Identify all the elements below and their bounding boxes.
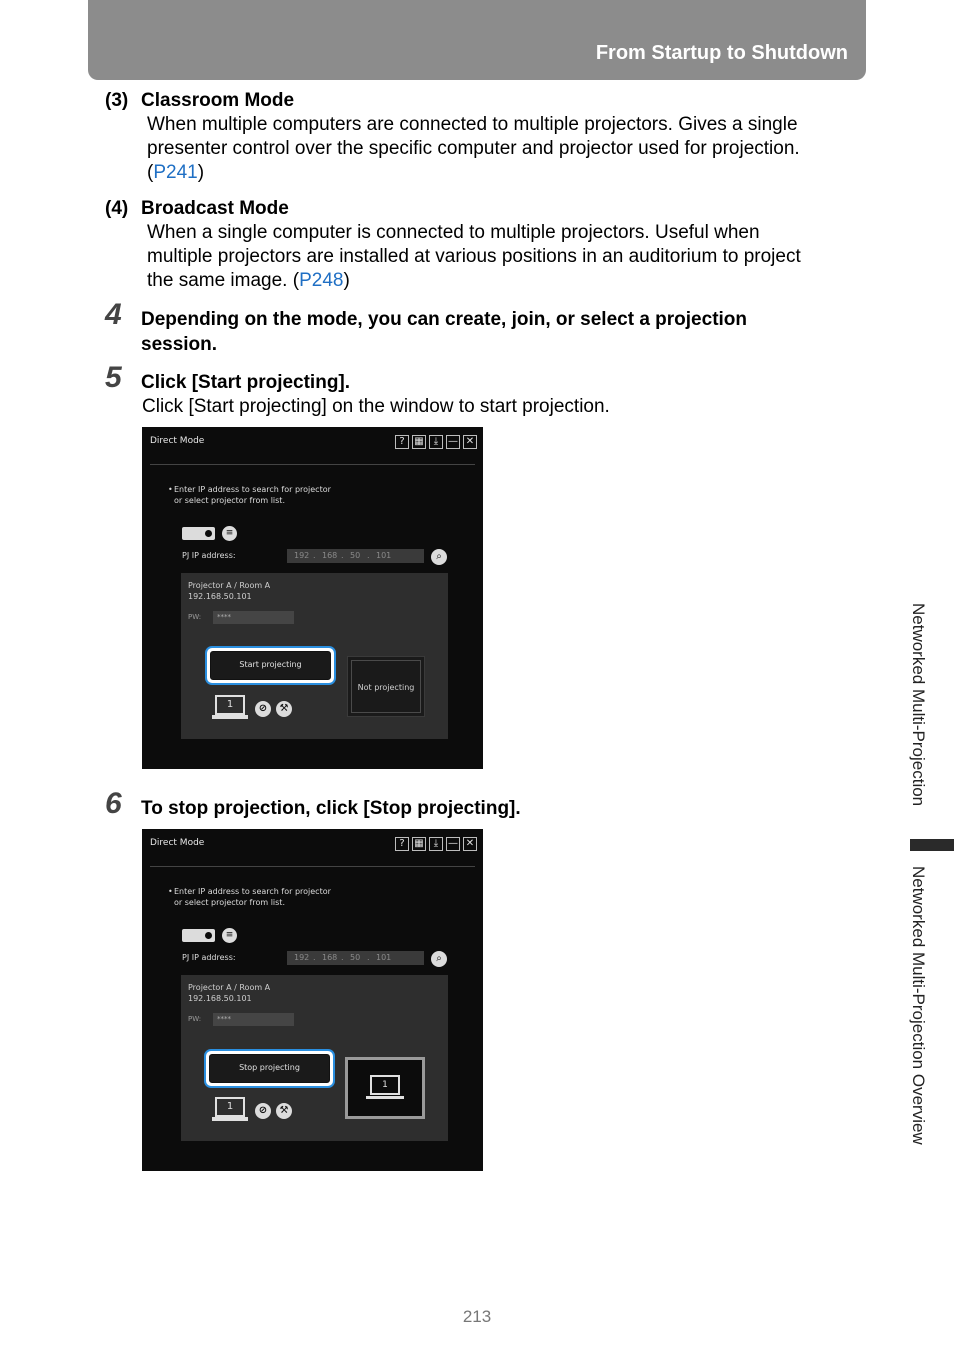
page-ref-link[interactable]: P248 (299, 270, 344, 291)
section-3-body (147, 113, 800, 185)
page-number: 213 (462, 1307, 492, 1326)
download-icon[interactable]: ⤓ (429, 837, 443, 851)
instruction-text: • Enter IP address to search for projector or select projector from list. (168, 485, 331, 505)
laptop-icon: 1 (215, 695, 245, 715)
close-icon[interactable]: ✕ (463, 837, 477, 851)
window-controls (395, 837, 477, 851)
ip-address-input[interactable]: 192 . 168 . 50 . 101 (287, 951, 424, 965)
step-line: Depending on the mode, you can create, join, or select a projection (141, 309, 748, 330)
section-title: Broadcast Mode (141, 198, 289, 219)
step-number: 4 (105, 298, 122, 331)
password-input[interactable]: **** (213, 1013, 294, 1026)
step-number: 5 (105, 361, 122, 394)
step-number: 6 (105, 787, 122, 820)
password-label: PW: (188, 1015, 202, 1023)
header-bar (88, 0, 866, 80)
help-icon[interactable]: ? (395, 837, 409, 851)
close-icon[interactable]: ✕ (463, 435, 477, 449)
stop-projecting-highlight (204, 1049, 335, 1088)
projection-status (347, 656, 425, 717)
settings-icon[interactable]: ⚒ (276, 701, 292, 717)
projection-status (345, 1057, 425, 1119)
help-icon[interactable]: ? (395, 435, 409, 449)
start-projecting-button[interactable]: Start projecting (210, 651, 331, 680)
step-line: session. (141, 334, 218, 355)
step-6-text: To stop projection, click [Stop projecting]. (141, 798, 521, 819)
laptop-base (212, 1117, 248, 1121)
minimize-icon[interactable]: — (448, 436, 458, 447)
list-icon[interactable]: ≡ (222, 526, 237, 541)
body-line: multiple projectors are installed at various positions in an auditorium to project (147, 246, 801, 267)
step-5-text: Click [Start projecting]. (141, 372, 351, 393)
list-icon[interactable]: ≡ (222, 928, 237, 943)
header-title: From Startup to Shutdown (595, 42, 848, 64)
body-line: presenter control over the specific computer and projector used for projection. (147, 138, 800, 159)
side-tab-marker (910, 839, 954, 851)
section-4-heading (105, 198, 289, 220)
window-controls (395, 435, 477, 449)
projector-info: Projector A / Room A 192.168.50.101 (188, 581, 271, 601)
window-title: Direct Mode (150, 838, 205, 848)
step-5-detail: Click [Start projecting] on the window to start projection. (142, 396, 610, 417)
window-title: Direct Mode (150, 436, 205, 446)
download-icon[interactable]: ⤓ (429, 435, 443, 449)
section-title: Classroom Mode (141, 90, 295, 111)
settings-icon[interactable]: ⚒ (276, 1103, 292, 1119)
step-4-text (141, 307, 747, 357)
section-3-heading (105, 90, 294, 112)
section-number: (3) (105, 90, 129, 111)
stop-projecting-button[interactable]: Stop projecting (209, 1054, 330, 1083)
mute-icon[interactable]: ⊘ (255, 1103, 271, 1119)
ip-address-input[interactable]: 192 . 168 . 50 . 101 (287, 549, 424, 563)
section-number: (4) (105, 198, 129, 219)
body-line: the same image. (P248) (147, 270, 350, 291)
start-projecting-highlight (205, 646, 336, 685)
divider (150, 464, 475, 465)
projector-info: Projector A / Room A 192.168.50.101 (188, 983, 271, 1003)
layout-icon[interactable]: ▦ (412, 435, 426, 449)
side-tab-section[interactable]: Networked Multi-Projection Overview (909, 866, 928, 1145)
monitor-icon: 1 (370, 1075, 400, 1095)
instruction-text: • Enter IP address to search for projector or select projector from list. (168, 887, 331, 907)
body-line: When multiple computers are connected to multiple projectors. Gives a single (147, 114, 798, 135)
search-icon[interactable]: ⌕ (431, 549, 447, 565)
page-ref-link[interactable]: P241 (153, 162, 198, 183)
layout-icon[interactable]: ▦ (412, 837, 426, 851)
ip-address-label: PJ IP address: (182, 551, 236, 560)
body-line: (P241) (147, 162, 205, 183)
projector-icon[interactable] (182, 929, 215, 942)
ip-address-label: PJ IP address: (182, 953, 236, 962)
section-4-body (147, 221, 801, 293)
monitor-base (366, 1096, 404, 1099)
direct-mode-window-start (142, 427, 483, 769)
minimize-icon[interactable]: — (448, 838, 458, 849)
password-input[interactable]: **** (213, 611, 294, 624)
laptop-icon: 1 (215, 1097, 245, 1117)
body-line: When a single computer is connected to multiple projectors. Useful when (147, 222, 760, 243)
direct-mode-window-stop (142, 829, 483, 1171)
side-tab-chapter[interactable]: Networked Multi-Projection (909, 603, 928, 807)
projector-icon[interactable] (182, 527, 215, 540)
laptop-base (212, 715, 248, 719)
password-label: PW: (188, 613, 202, 621)
status-text: Not projecting (357, 683, 415, 692)
mute-icon[interactable]: ⊘ (255, 701, 271, 717)
divider (150, 866, 475, 867)
search-icon[interactable]: ⌕ (431, 951, 447, 967)
